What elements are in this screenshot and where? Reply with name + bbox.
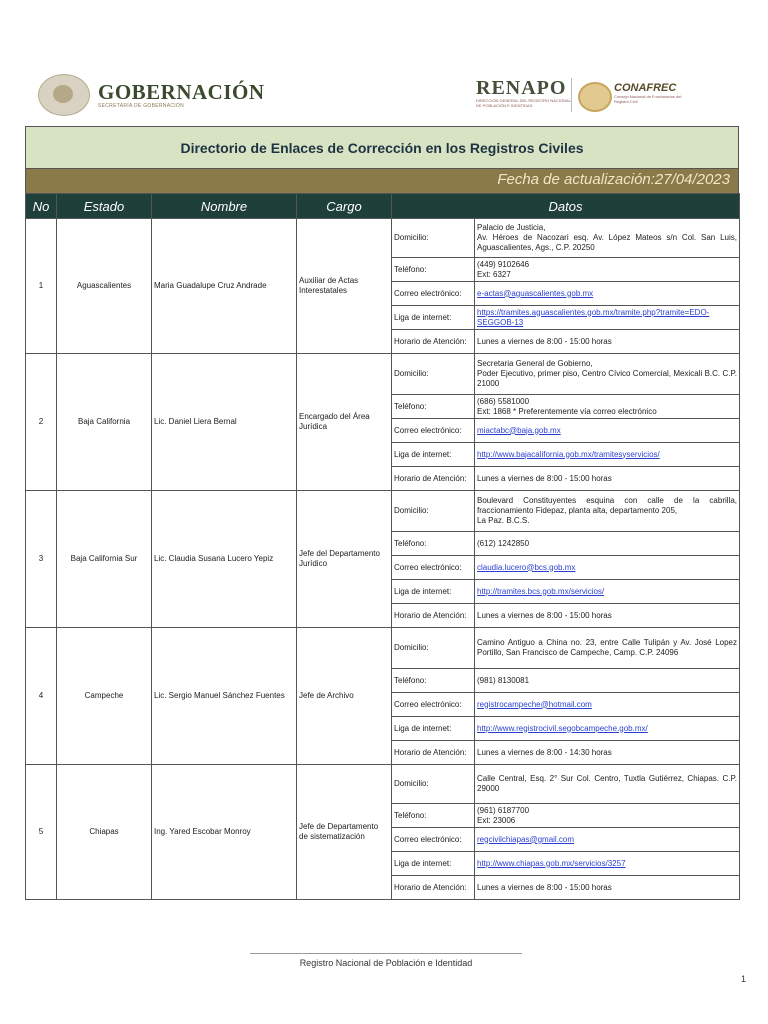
row-number: 4	[26, 628, 57, 765]
row-nombre: Lic. Claudia Susana Lucero Yepiz	[152, 491, 297, 628]
website-link[interactable]: http://www.bajacalifornia.gob.mx/tramitesyservicios/	[477, 449, 660, 459]
label-telefono: Teléfono:	[392, 804, 475, 828]
label-telefono: Teléfono:	[392, 669, 475, 693]
value-domicilio: Boulevard Constituyentes esquina con calle de la cabrilla, fraccionamiento Fidepaz, planta alta, departamento 205, La Paz. B.C.S.	[475, 491, 740, 532]
label-domicilio: Domicilio:	[392, 628, 475, 669]
label-correo: Correo electrónico:	[392, 693, 475, 717]
column-header-no: No	[26, 194, 57, 219]
label-liga: Liga de internet:	[392, 852, 475, 876]
update-date-band	[25, 169, 739, 193]
update-date: Fecha de actualización:27/04/2023	[497, 171, 730, 188]
conafrec-subtitle: Consejo Nacional de Funcionarios del Registro Civil	[614, 94, 682, 104]
renapo-subtitle: DIRECCIÓN GENERAL DEL REGISTRO NACIONAL DE POBLACIÓN E IDENTIDAD	[476, 98, 571, 108]
footer-divider	[250, 953, 522, 954]
row-nombre: Lic. Sergio Manuel Sánchez Fuentes	[152, 628, 297, 765]
label-horario: Horario de Atención:	[392, 741, 475, 765]
row-cargo: Auxiliar de Actas Interestatales	[297, 219, 392, 354]
value-telefono: (686) 5581000 Ext: 1868 * Preferentemente vía correo electrónico	[475, 395, 740, 419]
column-header-datos: Datos	[392, 194, 740, 219]
table-header-row	[26, 194, 740, 219]
renapo-logo	[476, 78, 576, 108]
label-liga: Liga de internet:	[392, 717, 475, 741]
label-correo: Correo electrónico:	[392, 828, 475, 852]
renapo-title: RENAPO	[476, 77, 567, 99]
label-correo: Correo electrónico:	[392, 556, 475, 580]
label-correo: Correo electrónico:	[392, 282, 475, 306]
row-cargo: Jefe de Archivo	[297, 628, 392, 765]
value-horario: Lunes a viernes de 8:00 - 15:00 horas	[475, 876, 740, 900]
value-horario: Lunes a viernes de 8:00 - 14:30 horas	[475, 741, 740, 765]
website-link[interactable]: http://www.chiapas.gob.mx/servicios/3257	[477, 858, 626, 868]
value-telefono: (961) 6187700 Ext: 23006	[475, 804, 740, 828]
value-domicilio: Calle Central, Esq. 2° Sur Col. Centro, Tuxtla Gutiérrez, Chiapas. C.P. 29000	[475, 765, 740, 804]
row-cargo: Encargado del Área Jurídica	[297, 354, 392, 491]
label-horario: Horario de Atención:	[392, 330, 475, 354]
value-horario: Lunes a viernes de 8:00 - 15:00 horas	[475, 330, 740, 354]
row-estado: Baja California Sur	[57, 491, 152, 628]
row-estado: Campeche	[57, 628, 152, 765]
email-link[interactable]: claudia.lucero@bcs.gob.mx	[477, 562, 576, 572]
email-link[interactable]: miactabc@baja.gob.mx	[477, 425, 561, 435]
row-number: 5	[26, 765, 57, 900]
email-link[interactable]: regcivilchiapas@gmail.com	[477, 834, 575, 844]
label-domicilio: Domicilio:	[392, 354, 475, 395]
logo-divider	[571, 78, 572, 112]
table-row	[26, 491, 740, 532]
label-liga: Liga de internet:	[392, 580, 475, 604]
column-header-nombre: Nombre	[152, 194, 297, 219]
document-title: Directorio de Enlaces de Corrección en los Registros Civiles	[180, 139, 584, 156]
value-telefono: (981) 8130081	[475, 669, 740, 693]
label-correo: Correo electrónico:	[392, 419, 475, 443]
value-horario: Lunes a viernes de 8:00 - 15:00 horas	[475, 604, 740, 628]
row-number: 1	[26, 219, 57, 354]
row-number: 2	[26, 354, 57, 491]
label-domicilio: Domicilio:	[392, 765, 475, 804]
label-horario: Horario de Atención:	[392, 604, 475, 628]
label-telefono: Teléfono:	[392, 258, 475, 282]
value-telefono: (449) 9102646 Ext: 6327	[475, 258, 740, 282]
column-header-estado: Estado	[57, 194, 152, 219]
document-title-band	[25, 126, 739, 169]
conafrec-emblem-icon	[578, 82, 612, 112]
value-domicilio: Secretaria General de Gobierno, Poder Ejecutivo, primer piso, Centro Cívico Comercial, Mexicali B.C. C.P. 21000	[475, 354, 740, 395]
row-cargo: Jefe de Departamento de sistematización	[297, 765, 392, 900]
row-nombre: Lic. Daniel Liera Bernal	[152, 354, 297, 491]
page-number: 1	[740, 974, 746, 984]
label-telefono: Teléfono:	[392, 532, 475, 556]
column-header-cargo: Cargo	[297, 194, 392, 219]
national-seal-icon	[38, 74, 90, 116]
label-horario: Horario de Atención:	[392, 467, 475, 491]
row-estado: Baja California	[57, 354, 152, 491]
label-domicilio: Domicilio:	[392, 491, 475, 532]
row-number: 3	[26, 491, 57, 628]
label-liga: Liga de internet:	[392, 443, 475, 467]
email-link[interactable]: registrocampeche@hotmail.com	[477, 699, 592, 709]
table-row	[26, 628, 740, 669]
conafrec-logo	[614, 82, 684, 104]
website-link[interactable]: http://www.registrocivil.segobcampeche.gob.mx/	[477, 723, 648, 733]
gobernacion-subtitle: SECRETARÍA DE GOBERNACIÓN	[98, 103, 185, 109]
label-domicilio: Domicilio:	[392, 219, 475, 258]
row-estado: Chiapas	[57, 765, 152, 900]
row-nombre: Ing. Yared Escobar Monroy	[152, 765, 297, 900]
row-cargo: Jefe del Departamento Jurídico	[297, 491, 392, 628]
conafrec-title: CONAFREC	[614, 82, 677, 94]
row-estado: Aguascalientes	[57, 219, 152, 354]
website-link[interactable]: http://tramites.bcs.gob.mx/servicios/	[477, 586, 605, 596]
value-domicilio: Palacio de Justicia, Av. Héroes de Nacozari esq. Av. López Mateos s/n Col. San Luis, Aguascalientes, Ags., C.P. 20250	[475, 219, 740, 258]
label-telefono: Teléfono:	[392, 395, 475, 419]
gobernacion-title: GOBERNACIÓN	[98, 80, 265, 104]
document-header	[0, 0, 768, 120]
value-telefono: (612) 1242850	[475, 532, 740, 556]
email-link[interactable]: e-actas@aguascalientes.gob.mx	[477, 288, 594, 298]
table-row	[26, 219, 740, 258]
directory-table	[25, 193, 740, 900]
gobernacion-logo	[38, 74, 265, 116]
label-liga: Liga de internet:	[392, 306, 475, 330]
table-row	[26, 354, 740, 395]
label-horario: Horario de Atención:	[392, 876, 475, 900]
table-row	[26, 765, 740, 804]
value-domicilio: Camino Antiguo a China no. 23, entre Calle Tulipán y Av. José Lopez Portillo, San Francisco de Campeche, Camp. C.P. 24096	[475, 628, 740, 669]
footer-text: Registro Nacional de Población e Identidad	[299, 958, 473, 968]
row-nombre: Maria Guadalupe Cruz Andrade	[152, 219, 297, 354]
value-horario: Lunes a viernes de 8:00 - 15:00 horas	[475, 467, 740, 491]
website-link[interactable]: https://tramites.aguascalientes.gob.mx/tramite.php?tramite=EDO-SEGGOB-13	[477, 307, 710, 327]
